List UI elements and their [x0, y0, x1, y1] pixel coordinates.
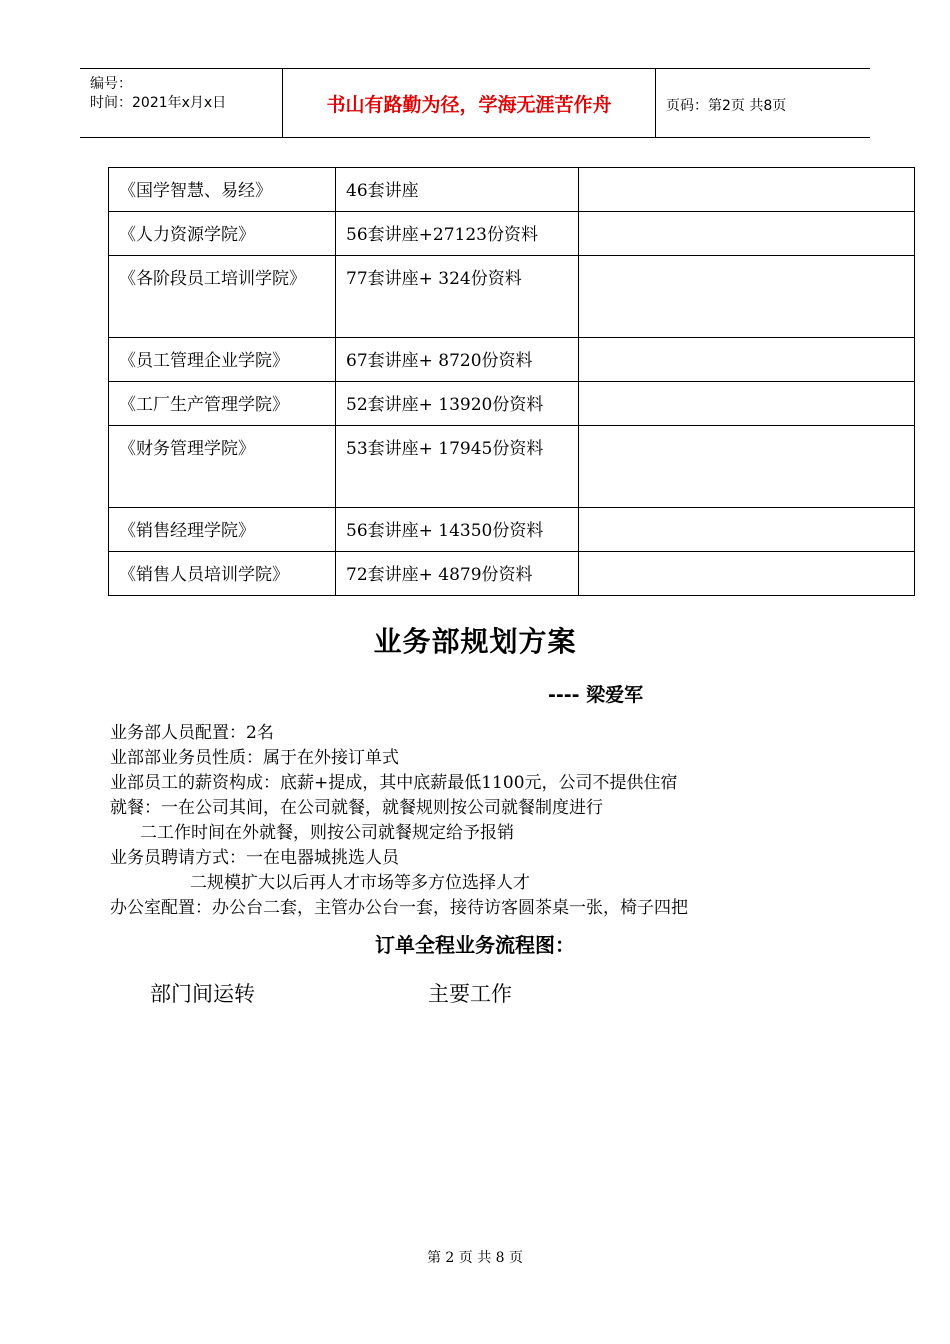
course-name: 《国学智慧、易经》	[109, 168, 336, 212]
doc-title: 业务部规划方案	[373, 625, 577, 658]
number-label: 编号：	[90, 76, 132, 92]
course-name: 《工厂生产管理学院》	[109, 382, 336, 426]
doc-author: ---- 梁爱军	[548, 684, 644, 706]
course-note	[579, 212, 915, 256]
course-note	[579, 508, 915, 552]
header-meta	[90, 75, 226, 113]
course-note	[579, 338, 915, 382]
course-note	[579, 426, 915, 508]
course-content: 56套讲座+27123份资料	[336, 212, 579, 256]
course-name: 《员工管理企业学院》	[109, 338, 336, 382]
header-page-label: 页码：第2页 共8页	[666, 98, 787, 114]
course-content: 53套讲座+ 17945份资料	[336, 426, 579, 508]
course-table	[108, 167, 915, 596]
page-header	[80, 68, 870, 138]
body-line: 办公室配置：办公台二套，主管办公台一套，接待访客圆茶桌一张，椅子四把	[110, 898, 688, 918]
course-name: 《各阶段员工培训学院》	[109, 256, 336, 338]
course-content: 72套讲座+ 4879份资料	[336, 552, 579, 596]
body-line: 业务部人员配置：2名	[110, 723, 274, 743]
flow-column-main-work: 主要工作	[428, 982, 512, 1006]
table-row	[109, 426, 915, 508]
course-note	[579, 256, 915, 338]
table-row	[109, 508, 915, 552]
header-motto: 书山有路勤为径，学海无涯苦作舟	[282, 69, 656, 137]
table-row	[109, 256, 915, 338]
body-line: 业务员聘请方式：一在电器城挑选人员	[110, 848, 399, 868]
body-line: 二工作时间在外就餐，则按公司就餐规定给予报销	[140, 823, 514, 843]
time-label: 时间：2021年x月x日	[90, 95, 227, 111]
course-note	[579, 382, 915, 426]
course-name: 《销售人员培训学院》	[109, 552, 336, 596]
course-content: 46套讲座	[336, 168, 579, 212]
page-footer: 第 2 页 共 8 页	[426, 1250, 524, 1266]
course-content: 67套讲座+ 8720份资料	[336, 338, 579, 382]
body-line: 二规模扩大以后再人才市场等多方位选择人才	[190, 873, 530, 893]
course-content: 56套讲座+ 14350份资料	[336, 508, 579, 552]
table-row	[109, 382, 915, 426]
course-name: 《人力资源学院》	[109, 212, 336, 256]
table-row	[109, 338, 915, 382]
table-row	[109, 168, 915, 212]
flow-title: 订单全程业务流程图：	[375, 933, 575, 957]
body-line: 业部部业务员性质：属于在外接订单式	[110, 748, 399, 768]
course-note	[579, 552, 915, 596]
course-content: 52套讲座+ 13920份资料	[336, 382, 579, 426]
body-line: 业部员工的薪资构成：底薪+提成，其中底薪最低1100元，公司不提供住宿	[110, 773, 678, 793]
table-row	[109, 552, 915, 596]
flow-column-departments: 部门间运转	[150, 982, 255, 1006]
table-row	[109, 212, 915, 256]
course-name: 《财务管理学院》	[109, 426, 336, 508]
course-note	[579, 168, 915, 212]
course-name: 《销售经理学院》	[109, 508, 336, 552]
body-line: 就餐：一在公司其间，在公司就餐，就餐规则按公司就餐制度进行	[110, 798, 603, 818]
course-content: 77套讲座+ 324份资料	[336, 256, 579, 338]
